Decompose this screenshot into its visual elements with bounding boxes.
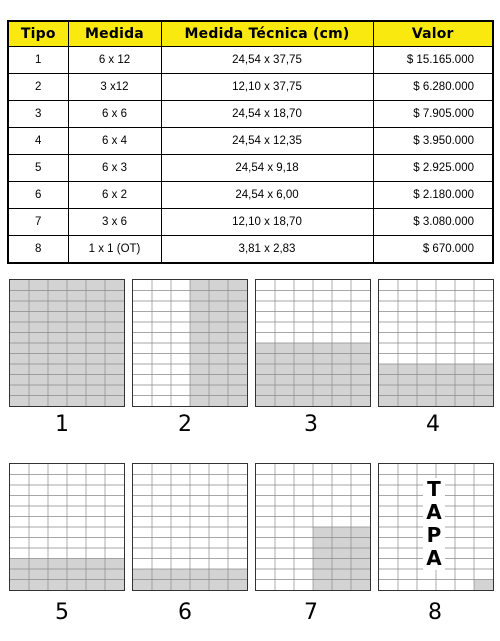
cell-valor: $ 3.080.000 [373, 209, 493, 236]
cell-medida: 3 x 6 [68, 209, 161, 236]
grid-svg [256, 280, 370, 406]
tapa-letter: A [426, 500, 442, 524]
cell-medida: 3 x12 [68, 74, 161, 101]
cell-valor: $ 2.180.000 [373, 182, 493, 209]
size-diagram-2 [132, 279, 248, 407]
cell-medida: 1 x 1 (OT) [68, 236, 161, 264]
cell-medida: 6 x 12 [68, 47, 161, 74]
grid-svg [133, 280, 247, 406]
cell-valor: $ 3.950.000 [373, 128, 493, 155]
diagram-caption-6: 6 [178, 600, 192, 625]
cell-tipo: 2 [8, 74, 68, 101]
grid-svg [256, 464, 370, 590]
diagram-caption-1: 1 [55, 412, 69, 437]
cell-tipo: 7 [8, 209, 68, 236]
cell-medida: 6 x 4 [68, 128, 161, 155]
size-diagram-7 [255, 463, 371, 591]
cell-tecnica: 24,54 x 18,70 [161, 101, 373, 128]
cell-valor: $ 670.000 [373, 236, 493, 264]
tapa-letter: P [426, 523, 442, 547]
size-diagram-8 [378, 463, 494, 591]
header-medida-tecnica: Medida Técnica (cm) [161, 21, 373, 47]
cell-tecnica: 12,10 x 37,75 [161, 74, 373, 101]
grid-svg [10, 464, 124, 590]
cell-tecnica: 3,81 x 2,83 [161, 236, 373, 264]
cell-medida: 6 x 2 [68, 182, 161, 209]
header-valor: Valor [373, 21, 493, 47]
cell-valor: $ 2.925.000 [373, 155, 493, 182]
cell-tipo: 5 [8, 155, 68, 182]
cell-tipo: 6 [8, 182, 68, 209]
diagram-caption-2: 2 [178, 412, 192, 437]
cell-medida: 6 x 6 [68, 101, 161, 128]
cell-tipo: 8 [8, 236, 68, 264]
grid-svg [379, 280, 493, 406]
size-diagram-6 [132, 463, 248, 591]
cell-tecnica: 24,54 x 12,35 [161, 128, 373, 155]
occupied-area [474, 580, 493, 591]
size-diagram-3 [255, 279, 371, 407]
size-diagram-5 [9, 463, 125, 591]
tapa-letter: T [427, 477, 441, 501]
header-tipo: Tipo [8, 21, 68, 47]
diagram-caption-5: 5 [55, 600, 69, 625]
cell-valor: $ 15.165.000 [373, 47, 493, 74]
cell-tecnica: 12,10 x 18,70 [161, 209, 373, 236]
size-diagram-1 [9, 279, 125, 407]
cell-valor: $ 7.905.000 [373, 101, 493, 128]
cell-tecnica: 24,54 x 6,00 [161, 182, 373, 209]
header-medida: Medida [68, 21, 161, 47]
tapa-label [423, 478, 445, 570]
size-diagram-4 [378, 279, 494, 407]
diagram-caption-4: 4 [426, 412, 440, 437]
cell-medida: 6 x 3 [68, 155, 161, 182]
diagram-caption-3: 3 [304, 412, 318, 437]
cell-tecnica: 24,54 x 9,18 [161, 155, 373, 182]
diagram-caption-7: 7 [304, 600, 318, 625]
cell-tipo: 3 [8, 101, 68, 128]
tapa-letter: A [426, 546, 442, 570]
grid-svg [10, 280, 124, 406]
cell-tecnica: 24,54 x 37,75 [161, 47, 373, 74]
grid-svg [133, 464, 247, 590]
cell-tipo: 4 [8, 128, 68, 155]
cell-valor: $ 6.280.000 [373, 74, 493, 101]
cell-tipo: 1 [8, 47, 68, 74]
diagram-caption-8: 8 [428, 600, 442, 625]
